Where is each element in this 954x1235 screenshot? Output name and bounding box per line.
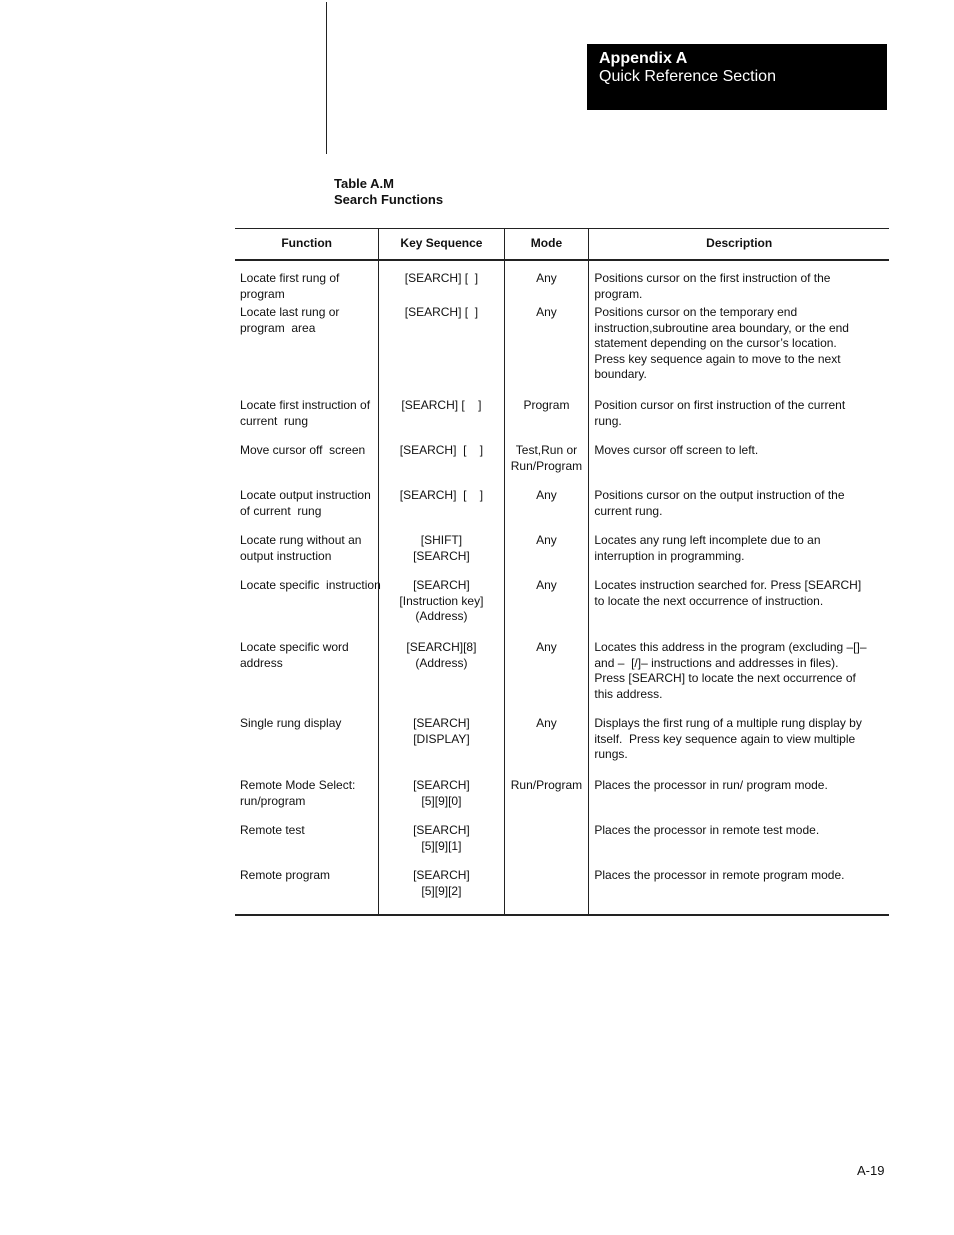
cell-key-sequence (379, 823, 504, 868)
cell-mode (504, 868, 589, 915)
table-title: Search Functions (334, 192, 444, 207)
cell-line: Any (536, 578, 557, 592)
cell-line: Locates this address in the program (excluding –[]– (594, 640, 867, 654)
cell-key-sequence (379, 305, 504, 398)
table-label: Table A.M (334, 176, 394, 191)
table-row (235, 488, 889, 533)
cell-line: [SEARCH] [ ] (404, 305, 479, 319)
cell-mode (504, 533, 589, 578)
cell-key-sequence (379, 533, 504, 578)
cell-line: to locate the next occurrence of instruction. (594, 593, 824, 608)
cell-line: current rung. (594, 503, 663, 518)
cell-key-sequence (379, 398, 504, 443)
cell-line: [SEARCH] [ ] (399, 443, 484, 457)
table-row (235, 305, 889, 398)
cell-key-sequence (379, 640, 504, 716)
cell-mode (504, 488, 589, 533)
cell-mode (504, 778, 589, 823)
table-row (235, 533, 889, 578)
cell-line: [5][9][1] (421, 838, 462, 853)
cell-line: [SEARCH][8] (406, 640, 477, 654)
cell-line: program area (240, 320, 316, 335)
cell-line: program. (594, 286, 643, 301)
cell-line: Locate specific word (240, 640, 349, 654)
table-row (235, 398, 889, 443)
cell-description (589, 578, 889, 640)
cell-line: Any (536, 305, 557, 319)
cell-line: [SEARCH] (413, 868, 470, 882)
cell-line: (Address) (415, 609, 468, 623)
cell-mode (504, 640, 589, 716)
cell-line: Positions cursor on the first instruction of the (594, 271, 831, 285)
page-number: A-19 (857, 1163, 885, 1178)
cell-description (589, 443, 889, 488)
cell-line: Single rung display (240, 716, 342, 730)
cell-function (235, 398, 379, 443)
cell-line: Locate last rung or (240, 305, 340, 319)
cell-description (589, 533, 889, 578)
cell-line: Locate rung without an (240, 533, 362, 547)
cell-function (235, 443, 379, 488)
table-row (235, 778, 889, 823)
cell-line: Locate output instruction (240, 488, 371, 502)
table-caption (334, 176, 443, 208)
table-row (235, 823, 889, 868)
cell-line: Remote test (240, 823, 305, 837)
cell-key-sequence (379, 443, 504, 488)
cell-function (235, 578, 379, 640)
appendix-title: Appendix A (599, 50, 688, 67)
cell-function (235, 778, 379, 823)
cell-function (235, 716, 379, 778)
cell-function (235, 868, 379, 915)
cell-function (235, 823, 379, 868)
cell-line: this address. (594, 686, 663, 701)
search-functions-table (235, 228, 889, 916)
cell-line: [SEARCH] [ ] (404, 271, 479, 285)
cell-line: Program (523, 398, 570, 412)
cell-line: Locate specific instruction (240, 578, 381, 592)
cell-line: [Instruction key] (399, 593, 484, 608)
cell-key-sequence (379, 868, 504, 915)
cell-line: Press key sequence again to move to the next (594, 351, 841, 366)
cell-line: [SEARCH] (413, 548, 470, 563)
table-body (235, 260, 889, 915)
cell-function (235, 305, 379, 398)
cell-description (589, 778, 889, 823)
cell-line: Any (536, 271, 557, 285)
cell-line: boundary. (594, 367, 647, 381)
table-row (235, 716, 889, 778)
cell-line: (Address) (415, 655, 468, 670)
cell-mode (504, 578, 589, 640)
cell-line: rungs. (594, 747, 628, 761)
cell-line: Locates any rung left incomplete due to an (594, 533, 821, 547)
cell-line: [SEARCH] (413, 778, 470, 792)
cell-line: [SHIFT] (420, 533, 463, 547)
cell-key-sequence (379, 778, 504, 823)
cell-line: Move cursor off screen (240, 443, 366, 457)
cell-line: Press [SEARCH] to locate the next occurrence of (594, 671, 856, 685)
cell-key-sequence (379, 260, 504, 305)
cell-description (589, 868, 889, 915)
cell-line: and – [/]– instructions and addresses in files). (594, 655, 839, 670)
cell-key-sequence (379, 716, 504, 778)
table-header-row (235, 229, 889, 261)
cell-description (589, 823, 889, 868)
table-row (235, 260, 889, 305)
table-row (235, 578, 889, 640)
cell-line: instruction,subroutine area boundary, or the end (594, 320, 849, 335)
cell-line: address (240, 655, 283, 670)
cell-line: Run/Program (510, 778, 583, 792)
table-row (235, 868, 889, 915)
cell-line: [5][9][2] (421, 883, 462, 898)
cell-line: output instruction (240, 548, 332, 563)
cell-description (589, 640, 889, 716)
cell-mode (504, 443, 589, 488)
cell-line: Places the processor in run/ program mode. (594, 778, 828, 792)
cell-line: Remote Mode Select: (240, 778, 356, 792)
cell-line: Remote program (240, 868, 331, 882)
cell-line: [SEARCH] (413, 578, 470, 592)
cell-description (589, 260, 889, 305)
table-row (235, 443, 889, 488)
cell-line: Any (536, 533, 557, 547)
cell-line: Locate first instruction of (240, 398, 371, 412)
cell-line: Moves cursor off screen to left. (594, 443, 759, 457)
cell-line: Position cursor on first instruction of the current (594, 398, 846, 412)
cell-line: [SEARCH] [ ] (399, 488, 484, 502)
cell-function (235, 260, 379, 305)
cell-line: Positions cursor on the temporary end (594, 305, 798, 319)
cell-function (235, 640, 379, 716)
cell-line: run/program (240, 793, 306, 808)
cell-line: Test,Run or (515, 443, 578, 457)
cell-line: Displays the first rung of a multiple rung display by (594, 716, 862, 730)
cell-line: statement depending on the cursor’s location. (594, 336, 837, 350)
cell-key-sequence (379, 488, 504, 533)
cell-line: Any (536, 488, 557, 502)
cell-line: current rung (240, 413, 309, 428)
header-mode: Mode (504, 229, 589, 261)
cell-line: Places the processor in remote test mode. (594, 823, 820, 837)
cell-line: [SEARCH] [ ] (401, 398, 482, 412)
cell-description (589, 488, 889, 533)
cell-line: itself. Press key sequence again to view multiple (594, 731, 856, 746)
cell-function (235, 533, 379, 578)
header-key-sequence: Key Sequence (379, 229, 504, 261)
cell-line: rung. (594, 413, 622, 428)
header-description: Description (589, 229, 889, 261)
cell-line: interruption in programming. (594, 548, 745, 563)
cell-mode (504, 260, 589, 305)
cell-description (589, 305, 889, 398)
cell-line: Any (536, 716, 557, 730)
cell-function (235, 488, 379, 533)
margin-rule (326, 2, 327, 154)
table-row (235, 640, 889, 716)
cell-line: Locate first rung of (240, 271, 340, 285)
cell-mode (504, 305, 589, 398)
cell-description (589, 398, 889, 443)
cell-mode (504, 398, 589, 443)
cell-line: [SEARCH] (413, 823, 470, 837)
cell-line: Any (536, 640, 557, 654)
cell-line: Positions cursor on the output instruction of the (594, 488, 845, 502)
cell-line: [SEARCH] (413, 716, 470, 730)
cell-mode (504, 823, 589, 868)
cell-line: Locates instruction searched for. Press [SEARCH] (594, 578, 862, 592)
cell-mode (504, 716, 589, 778)
cell-line: Places the processor in remote program mode. (594, 868, 845, 882)
appendix-header (587, 44, 887, 110)
cell-description (589, 716, 889, 778)
header-function: Function (235, 229, 379, 261)
cell-key-sequence (379, 578, 504, 640)
section-title: Quick Reference Section (599, 68, 776, 85)
cell-line: program (240, 286, 285, 301)
cell-line: [DISPLAY] (413, 731, 470, 746)
cell-line: [5][9][0] (421, 793, 462, 808)
cell-line: of current rung (240, 503, 322, 518)
cell-line: Run/Program (510, 458, 583, 473)
